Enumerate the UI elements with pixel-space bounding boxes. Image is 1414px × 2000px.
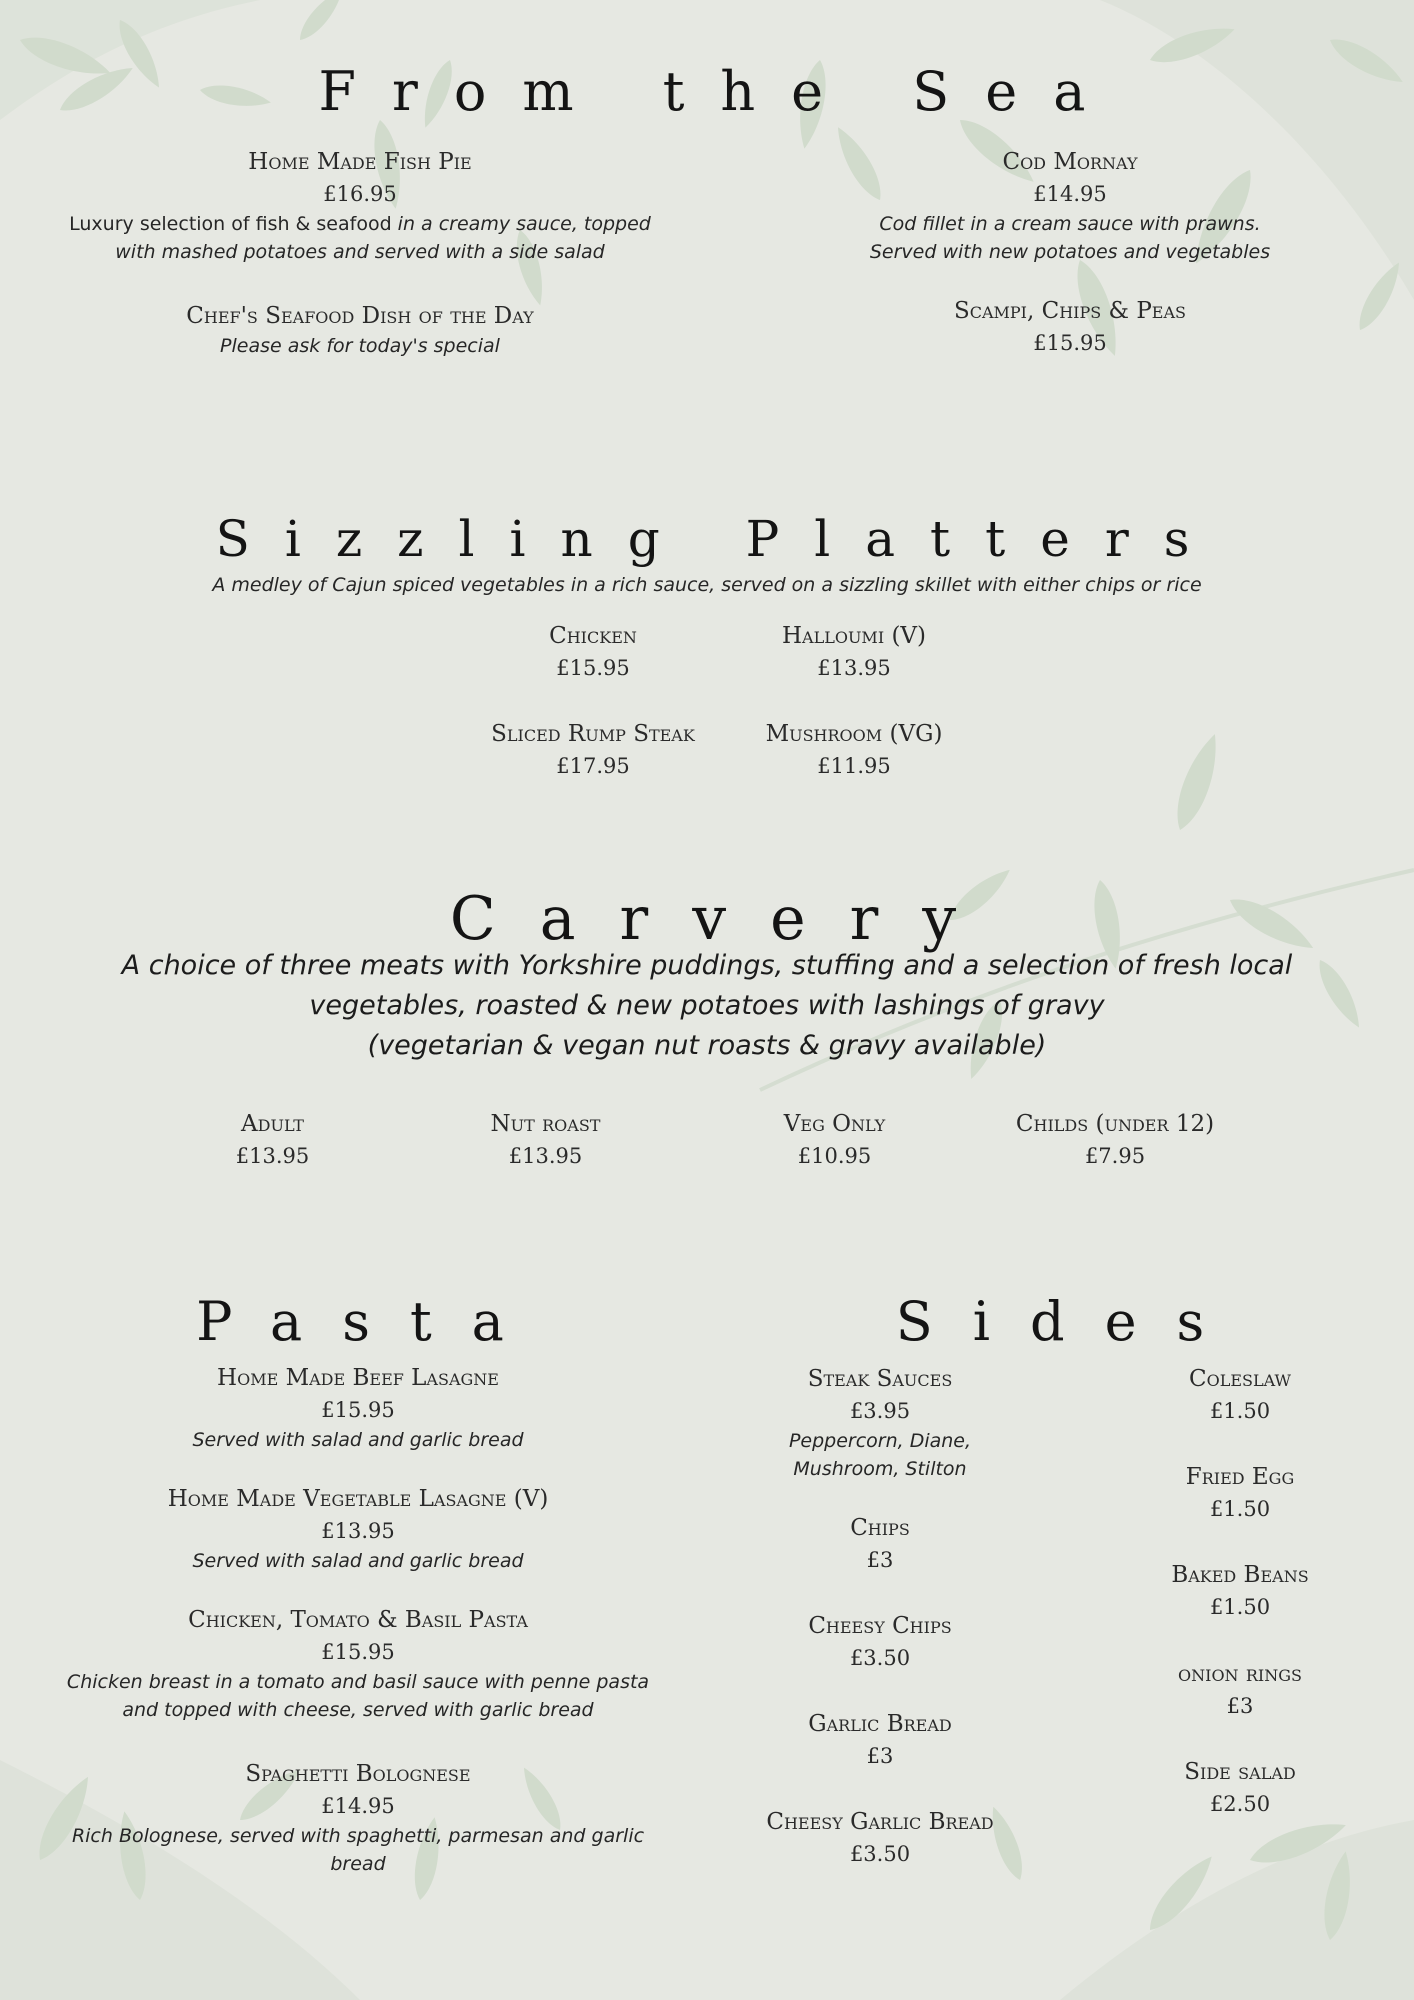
side-item-name: Garlic Bread <box>808 1711 952 1737</box>
carvery-item <box>150 1108 395 1172</box>
pasta-item-desc: bread <box>330 1853 386 1875</box>
carvery-item-price: £10.95 <box>797 1144 872 1168</box>
side-item-price: £3 <box>866 1548 894 1572</box>
cod-mornay-desc-1: Cod fillet in a cream sauce with prawns. <box>879 213 1261 235</box>
side-item <box>730 1806 1030 1870</box>
side-item-name: Steak Sauces <box>807 1366 953 1392</box>
pasta-item <box>30 1362 686 1454</box>
carvery-desc-line: A choice of three meats with Yorkshire puddings, stuffing and a selection of fresh local <box>121 950 1293 981</box>
carvery-item <box>965 1108 1265 1172</box>
side-item-price: £3 <box>866 1744 894 1768</box>
sides-title: Sides <box>895 1290 1245 1353</box>
sizzling-item-price: £11.95 <box>817 754 891 778</box>
sizzling-item-price: £15.95 <box>556 656 630 680</box>
pasta-item-name: Home Made Vegetable Lasagne (V) <box>167 1486 549 1512</box>
sizzling-item <box>463 718 723 782</box>
side-item <box>730 1610 1030 1674</box>
side-item <box>730 1512 1030 1576</box>
side-item-name: Cheesy Garlic Bread <box>766 1809 994 1835</box>
pasta-item-desc: Rich Bolognese, served with spaghetti, parmesan and garlic <box>71 1825 645 1847</box>
carvery-item-price: £7.95 <box>1084 1144 1146 1168</box>
side-item-name: onion rings <box>1178 1661 1302 1687</box>
cod-mornay-price: £14.95 <box>1033 182 1107 206</box>
side-item-desc: Peppercorn, Diane, <box>788 1430 972 1452</box>
pasta-item <box>20 1604 696 1724</box>
pasta-title: Pasta <box>196 1290 544 1353</box>
side-item-name: Chips <box>850 1515 910 1541</box>
side-item-price: £1.50 <box>1209 1595 1271 1619</box>
sizzling-desc: A medley of Cajun spiced vegetables in a rich sauce, served on a sizzling skillet with either chips or rice <box>212 574 1202 596</box>
cod-mornay-name: Cod Mornay <box>1002 149 1138 175</box>
carvery-item-name: Veg Only <box>783 1111 886 1137</box>
side-item-name: Side salad <box>1184 1759 1296 1785</box>
side-item <box>1120 1559 1360 1623</box>
chef-special-name: Chef's Seafood Dish of the Day <box>186 303 534 329</box>
pasta-item-desc: and topped with cheese, served with garlic bread <box>122 1699 594 1721</box>
carvery-desc-line: vegetables, roasted & new potatoes with lashings of gravy <box>309 990 1105 1021</box>
sea-title: From the Sea <box>318 60 1122 123</box>
sizzling-item <box>724 718 984 782</box>
carvery-item <box>423 1108 668 1172</box>
fish-pie-desc-c: with mashed potatoes and served with a side salad <box>115 241 605 263</box>
carvery-item-price: £13.95 <box>508 1144 583 1168</box>
sizzling-item-name: Mushroom (VG) <box>765 721 943 747</box>
sizzling-item <box>463 620 723 684</box>
fish-pie-item <box>40 146 680 266</box>
scampi-price: £15.95 <box>1033 331 1107 355</box>
pasta-item-name: Chicken, Tomato & Basil Pasta <box>188 1607 528 1633</box>
side-item-price: £3 <box>1226 1694 1254 1718</box>
pasta-item <box>30 1758 686 1878</box>
side-item <box>1120 1363 1360 1427</box>
side-item <box>730 1708 1030 1772</box>
sizzling-item-price: £13.95 <box>817 656 891 680</box>
side-item <box>1120 1461 1360 1525</box>
pasta-item-price: £13.95 <box>321 1519 395 1543</box>
side-item-name: Baked Beans <box>1171 1562 1309 1588</box>
sizzling-item-name: Halloumi (V) <box>781 623 927 649</box>
sizzling-item-name: Chicken <box>549 623 637 649</box>
fish-pie-name: Home Made Fish Pie <box>248 149 472 175</box>
side-item-price: £3.95 <box>849 1399 911 1423</box>
chef-special-item <box>40 300 680 360</box>
side-item-price: £1.50 <box>1209 1399 1271 1423</box>
side-item-name: Cheesy Chips <box>808 1613 952 1639</box>
side-item-price: £1.50 <box>1209 1497 1271 1521</box>
side-item-name: Coleslaw <box>1189 1366 1291 1392</box>
pasta-item-desc: Served with salad and garlic bread <box>192 1550 524 1572</box>
fish-pie-price: £16.95 <box>323 182 397 206</box>
sizzling-item <box>724 620 984 684</box>
fish-pie-desc-b: in a creamy sauce, topped <box>391 213 651 235</box>
carvery-item-name: Adult <box>241 1111 304 1137</box>
pasta-item-desc: Served with salad and garlic bread <box>192 1429 524 1451</box>
pasta-item-price: £14.95 <box>321 1794 395 1818</box>
scampi-name: Scampi, Chips & Peas <box>953 298 1186 324</box>
pasta-item-name: Spaghetti Bolognese <box>245 1761 471 1787</box>
sizzling-item-price: £17.95 <box>556 754 630 778</box>
carvery-title: Carvery <box>449 884 1001 954</box>
carvery-item-price: £13.95 <box>235 1144 310 1168</box>
cod-mornay-desc-2: Served with new potatoes and vegetables <box>869 241 1271 263</box>
carvery-item <box>712 1108 957 1172</box>
chef-special-desc: Please ask for today's special <box>220 335 500 357</box>
pasta-item-name: Home Made Beef Lasagne <box>217 1365 499 1391</box>
side-item-price: £3.50 <box>849 1842 911 1866</box>
pasta-item-desc: Chicken breast in a tomato and basil sauce with penne pasta <box>66 1671 650 1693</box>
pasta-item <box>30 1483 686 1575</box>
carvery-desc <box>40 946 1374 1066</box>
side-item-price: £2.50 <box>1209 1792 1271 1816</box>
carvery-desc-line: (vegetarian & vegan nut roasts & gravy available) <box>367 1030 1047 1061</box>
side-item <box>730 1363 1030 1483</box>
pasta-item-price: £15.95 <box>321 1398 395 1422</box>
side-item <box>1120 1756 1360 1820</box>
sizzling-item-name: Sliced Rump Steak <box>491 721 695 747</box>
sizzling-title: Sizzling Platters <box>215 510 1225 568</box>
side-item-desc: Mushroom, Stilton <box>793 1458 967 1480</box>
pasta-item-price: £15.95 <box>321 1640 395 1664</box>
fish-pie-desc-a: Luxury selection of fish & seafood <box>69 213 392 235</box>
side-item <box>1120 1658 1360 1722</box>
side-item-name: Fried Egg <box>1185 1464 1295 1490</box>
carvery-item-name: Childs (under 12) <box>1015 1111 1215 1137</box>
side-item-price: £3.50 <box>849 1646 911 1670</box>
carvery-item-name: Nut roast <box>490 1111 601 1137</box>
scampi-item <box>780 295 1360 359</box>
cod-mornay-item <box>780 146 1360 266</box>
